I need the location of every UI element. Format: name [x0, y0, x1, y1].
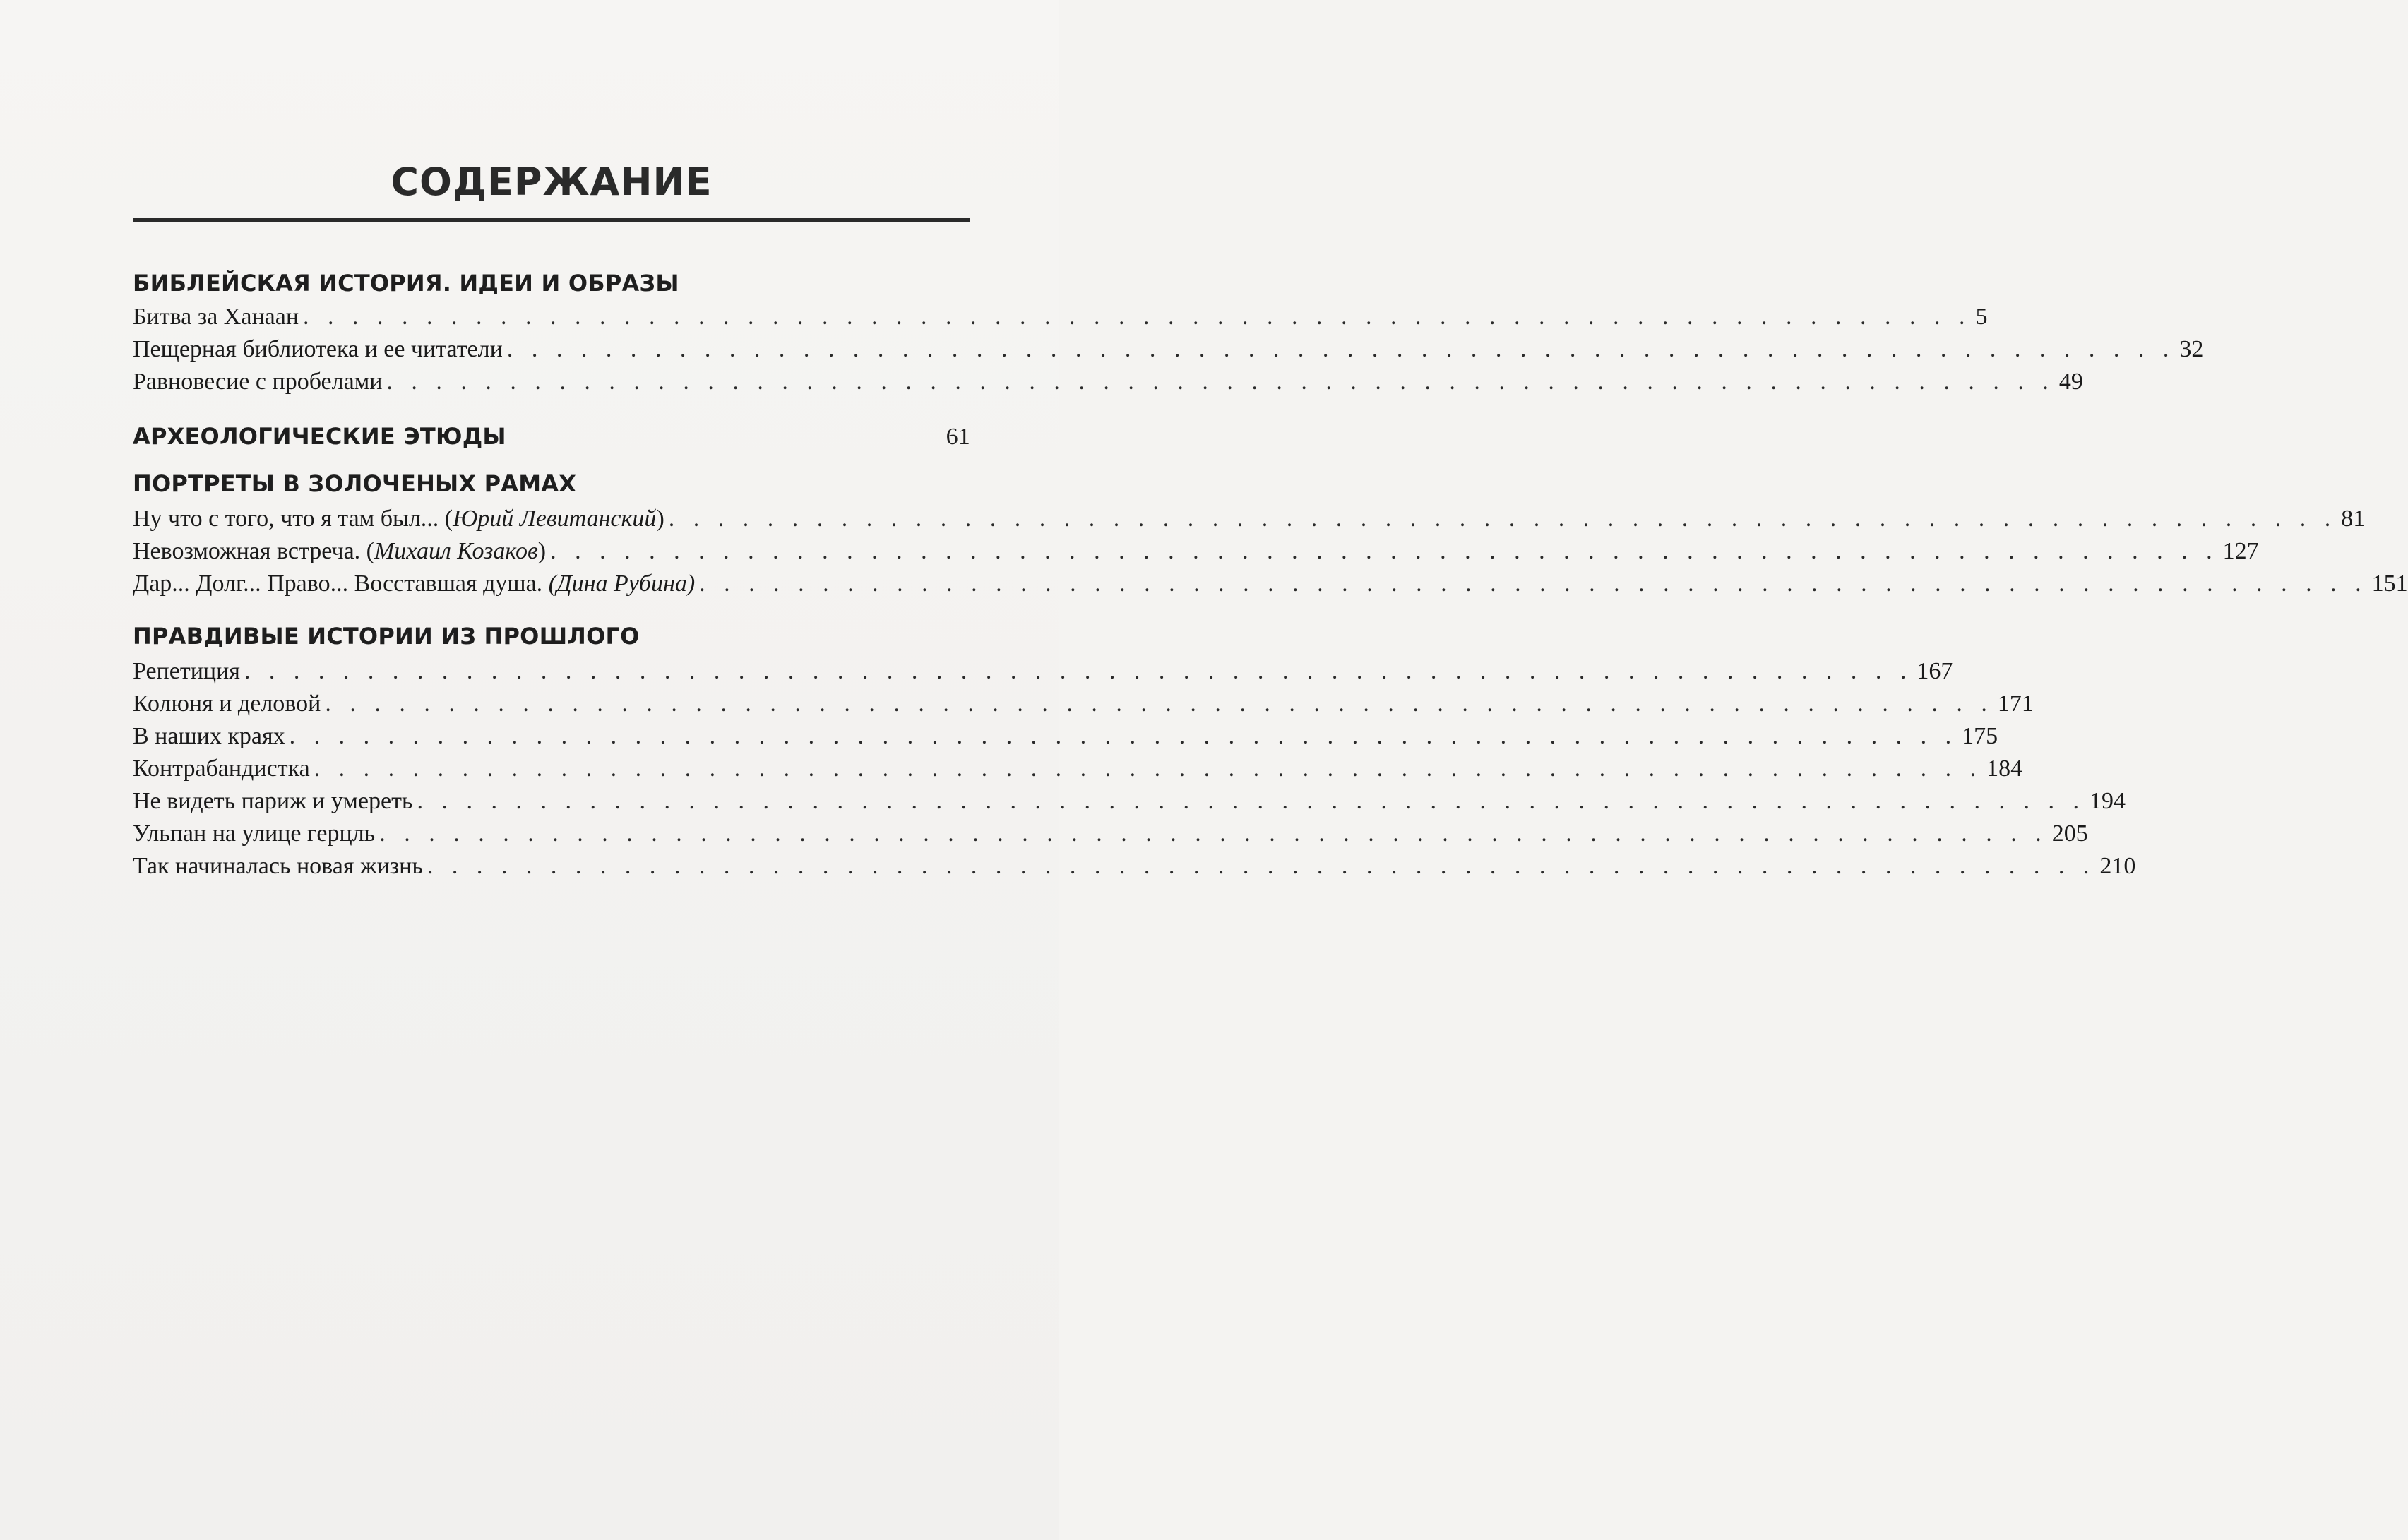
toc-entry[interactable]: [133, 753, 2023, 785]
entry-title: Не видеть париж и умереть: [133, 788, 413, 814]
entry-page: 5: [1975, 304, 1988, 330]
leader-dots: . . . . . . . . . . . . . . . . . . . . . . . . . . . . . . . . . . . . . . . . . . . . . . . . . . . . . . . . . . . . . . . . . . . .: [668, 506, 2337, 532]
entry-title: Битва за Ханаан: [133, 304, 299, 330]
toc-entry[interactable]: [133, 568, 2408, 600]
entry-title: Ульпан на улице герцль: [133, 820, 376, 847]
entry-page: 49: [2058, 369, 2083, 395]
entry-page: 205: [2051, 820, 2088, 847]
toc-entry[interactable]: [133, 720, 1998, 753]
section-heading-with-page[interactable]: [133, 418, 970, 455]
entry-page: 171: [1997, 691, 2034, 717]
toc-section: [133, 467, 2408, 600]
entry-title: Колюня и деловой: [133, 691, 321, 717]
toc-entry[interactable]: [133, 301, 1988, 333]
leader-dots: . . . . . . . . . . . . . . . . . . . . . . . . . . . . . . . . . . . . . . . . . . . . . . . . . . . . . . . . . . . . . . . . . . . .: [314, 756, 1983, 782]
entry-title: Дар... Долг... Право... Восставшая душа. (Дина Рубина): [133, 571, 696, 597]
toc-section: [133, 267, 2204, 398]
table-of-contents: [133, 159, 2408, 883]
leader-dots: . . . . . . . . . . . . . . . . . . . . . . . . . . . . . . . . . . . . . . . . . . . . . . . . . . . . . . . . . . . . . . . . . . . .: [699, 571, 2368, 597]
entry-page: 175: [1962, 723, 1998, 749]
leader-dots: . . . . . . . . . . . . . . . . . . . . . . . . . . . . . . . . . . . . . . . . . . . . . . . . . . . . . . . . . . . . . . . . . . . .: [417, 788, 2085, 814]
entry-page: 167: [1917, 658, 1953, 684]
entry-title: Репетиция: [133, 658, 240, 684]
entry-page: 32: [2179, 336, 2204, 362]
leader-dots: . . . . . . . . . . . . . . . . . . . . . . . . . . . . . . . . . . . . . . . . . . . . . . . . . . . . . . . . . . . . . . . . . . . .: [244, 658, 1913, 684]
section-heading: ПОРТРЕТЫ В ЗОЛОЧЕНЫХ РАМАХ: [133, 470, 577, 497]
section-heading: БИБЛЕЙСКАЯ ИСТОРИЯ. ИДЕИ И ОБРАЗЫ: [133, 270, 679, 297]
toc-section: [133, 418, 970, 455]
leader-dots: . . . . . . . . . . . . . . . . . . . . . . . . . . . . . . . . . . . . . . . . . . . . . . . . . . . . . . . . . . . . . . . . . . . .: [303, 304, 1972, 330]
entry-author: Михаил Козаков: [374, 538, 538, 564]
toc-entry[interactable]: [133, 655, 1953, 688]
toc-entry[interactable]: [133, 785, 2126, 818]
entry-page: 151: [2371, 571, 2408, 597]
entry-page: 194: [2089, 788, 2126, 814]
leader-dots: . . . . . . . . . . . . . . . . . . . . . . . . . . . . . . . . . . . . . . . . . . . . . . . . . . . . . . . . . . . . . . . . . . . .: [506, 336, 2176, 362]
leader-dots: . . . . . . . . . . . . . . . . . . . . . . . . . . . . . . . . . . . . . . . . . . . . . . . . . . . . . . . . . . . . . . . . . . . .: [325, 691, 1993, 717]
toc-entry[interactable]: [133, 503, 2366, 535]
entry-title: Ну что с того, что я там был... (Юрий Левитанский): [133, 506, 664, 532]
section-page: 61: [946, 424, 970, 450]
entry-page: 184: [1986, 756, 2023, 782]
entry-title: Контрабандистка: [133, 756, 310, 782]
entry-page: 210: [2099, 853, 2136, 879]
entry-author: Юрий Левитанский: [453, 506, 657, 532]
title-rule: [133, 218, 970, 222]
entry-title: Так начиналась новая жизнь: [133, 853, 423, 879]
leader-dots: . . . . . . . . . . . . . . . . . . . . . . . . . . . . . . . . . . . . . . . . . . . . . . . . . . . . . . . . . . . . . . . . . . . .: [386, 369, 2055, 395]
section-heading: ПРАВДИВЫЕ ИСТОРИИ ИЗ ПРОШЛОГО: [133, 623, 640, 650]
leader-dots: . . . . . . . . . . . . . . . . . . . . . . . . . . . . . . . . . . . . . . . . . . . . . . . . . . . . . . . . . . . . . . . . . . . .: [427, 853, 2096, 879]
entry-author: (Дина Рубина): [548, 571, 696, 597]
section-heading: АРХЕОЛОГИЧЕСКИЕ ЭТЮДЫ: [133, 423, 506, 450]
toc-entry[interactable]: [133, 333, 2204, 366]
entry-page: 81: [2341, 506, 2366, 532]
entry-title: В наших краях: [133, 723, 285, 749]
toc-entry[interactable]: [133, 535, 2259, 568]
leader-dots: . . . . . . . . . . . . . . . . . . . . . . . . . . . . . . . . . . . . . . . . . . . . . . . . . . . . . . . . . . . . . . . . . . . .: [289, 723, 1958, 749]
page-title: СОДЕРЖАНИЕ: [391, 160, 713, 204]
entry-title: Невозможная встреча. (Михаил Козаков): [133, 538, 547, 564]
toc-entry[interactable]: [133, 818, 2088, 850]
toc-entry[interactable]: [133, 688, 2034, 720]
toc-section: [133, 620, 2136, 883]
entry-title: Пещерная библиотека и ее читатели: [133, 336, 503, 362]
entry-page: 127: [2222, 538, 2259, 564]
toc-entry[interactable]: [133, 366, 2083, 398]
entry-title: Равновесие с пробелами: [133, 369, 383, 395]
toc-entry[interactable]: [133, 850, 2136, 883]
leader-dots: . . . . . . . . . . . . . . . . . . . . . . . . . . . . . . . . . . . . . . . . . . . . . . . . . . . . . . . . . . . . . . . . . . . .: [550, 538, 2219, 564]
leader-dots: . . . . . . . . . . . . . . . . . . . . . . . . . . . . . . . . . . . . . . . . . . . . . . . . . . . . . . . . . . . . . . . . . . . .: [379, 820, 2048, 847]
